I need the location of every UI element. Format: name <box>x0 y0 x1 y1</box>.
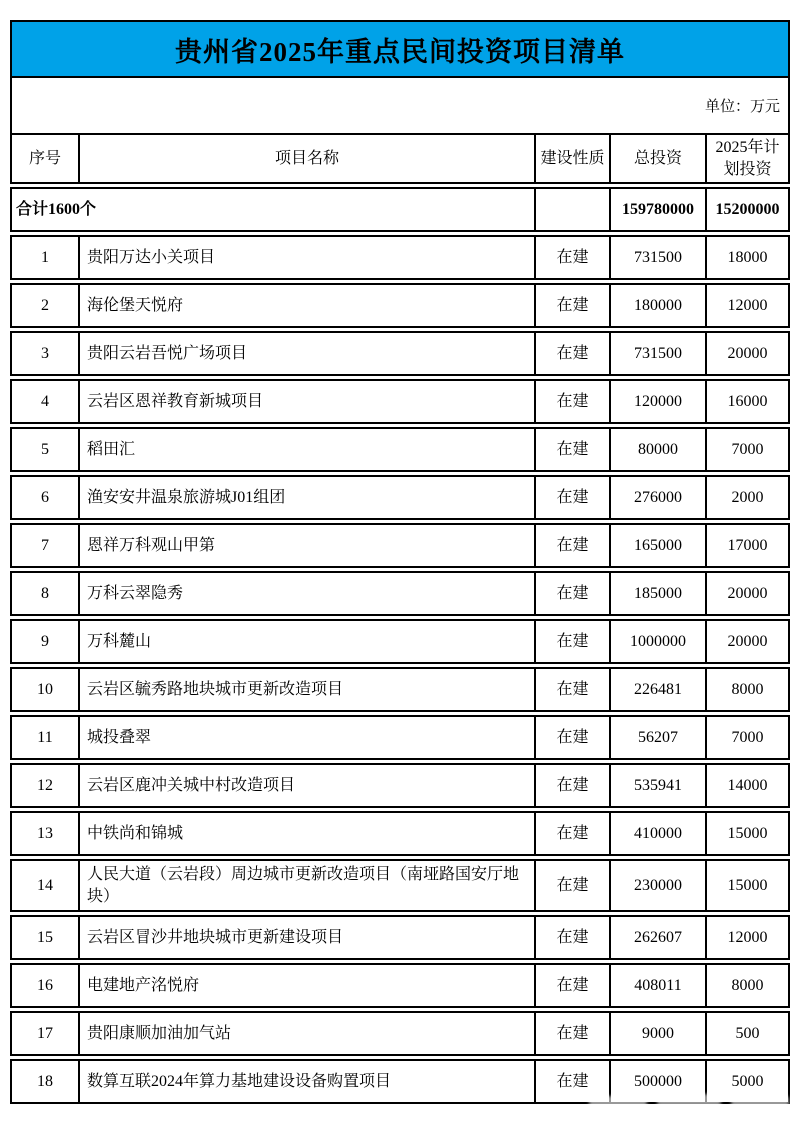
row-number-cell: 16 <box>37 977 53 995</box>
project-name-cell: 海伦堡天悦府 <box>78 285 534 326</box>
planned-2025-cell: 7000 <box>705 429 788 470</box>
summary-total: 159780000 <box>609 189 705 230</box>
planned-2025-cell: 20000 <box>705 333 788 374</box>
planned-2025-cell: 8000 <box>705 669 788 710</box>
table-row <box>10 1059 790 1104</box>
document-title-bar <box>10 20 790 78</box>
construction-nature-cell: 在建 <box>534 477 609 518</box>
row-number-cell: 17 <box>37 1025 53 1043</box>
table-row <box>10 619 790 664</box>
construction-nature-cell: 在建 <box>534 669 609 710</box>
construction-nature-cell: 在建 <box>534 621 609 662</box>
table-row <box>10 811 790 856</box>
project-name-cell: 数算互联2024年算力基地建设设备购置项目 <box>78 1061 534 1102</box>
summary-plan2025: 15200000 <box>705 189 788 230</box>
row-number-cell: 6 <box>41 488 49 506</box>
table-row <box>10 915 790 960</box>
planned-2025-cell: 5000 <box>705 1061 788 1102</box>
planned-2025-cell: 20000 <box>705 573 788 614</box>
construction-nature-cell: 在建 <box>534 381 609 422</box>
project-name-cell: 渔安安井温泉旅游城J01组团 <box>78 477 534 518</box>
project-name-cell: 万科麓山 <box>78 621 534 662</box>
table-row <box>10 331 790 376</box>
row-number-cell: 1 <box>41 248 49 266</box>
watermark-fragment <box>705 1113 767 1123</box>
total-investment-cell: 185000 <box>609 573 705 614</box>
summary-label: 合计1600个 <box>16 200 97 218</box>
project-name-cell: 云岩区冒沙井地块城市更新建设项目 <box>78 917 534 958</box>
column-header-plan2025: 2025年计划投资 <box>705 135 788 182</box>
row-number-cell: 14 <box>37 876 53 894</box>
row-number-cell: 10 <box>37 680 53 698</box>
table-row <box>10 571 790 616</box>
construction-nature-cell: 在建 <box>534 429 609 470</box>
table-row <box>10 963 790 1008</box>
total-investment-cell: 56207 <box>609 717 705 758</box>
table-row <box>10 859 790 912</box>
row-number-cell: 8 <box>41 584 49 602</box>
project-name-cell: 贵阳康顺加油加气站 <box>78 1013 534 1054</box>
row-number-cell: 3 <box>41 344 49 362</box>
project-name-cell: 城投叠翠 <box>78 717 534 758</box>
table-row <box>10 283 790 328</box>
total-investment-cell: 9000 <box>609 1013 705 1054</box>
planned-2025-cell: 14000 <box>705 765 788 806</box>
total-investment-cell: 226481 <box>609 669 705 710</box>
row-number-cell: 11 <box>37 728 53 746</box>
row-number-cell: 5 <box>41 440 49 458</box>
total-investment-cell: 120000 <box>609 381 705 422</box>
row-number-cell: 18 <box>37 1073 53 1091</box>
planned-2025-cell: 7000 <box>705 717 788 758</box>
construction-nature-cell: 在建 <box>534 285 609 326</box>
table-row <box>10 1011 790 1056</box>
project-name-cell: 人民大道（云岩段）周边城市更新改造项目（南垭路国安厅地块） <box>78 861 534 910</box>
total-investment-cell: 535941 <box>609 765 705 806</box>
total-investment-cell: 276000 <box>609 477 705 518</box>
planned-2025-cell: 18000 <box>705 237 788 278</box>
table-row <box>10 475 790 520</box>
table-body <box>10 235 790 1104</box>
total-investment-cell: 731500 <box>609 333 705 374</box>
planned-2025-cell: 20000 <box>705 621 788 662</box>
project-name-cell: 贵阳万达小关项目 <box>78 237 534 278</box>
construction-nature-cell: 在建 <box>534 1061 609 1102</box>
construction-nature-cell: 在建 <box>534 237 609 278</box>
planned-2025-cell: 16000 <box>705 381 788 422</box>
planned-2025-cell: 2000 <box>705 477 788 518</box>
construction-nature-cell: 在建 <box>534 1013 609 1054</box>
row-number-cell: 7 <box>41 536 49 554</box>
project-name-cell: 电建地产洺悦府 <box>78 965 534 1006</box>
construction-nature-cell: 在建 <box>534 573 609 614</box>
construction-nature-cell: 在建 <box>534 525 609 566</box>
project-name-cell: 云岩区毓秀路地块城市更新改造项目 <box>78 669 534 710</box>
column-header-nature: 建设性质 <box>534 135 609 182</box>
planned-2025-cell: 12000 <box>705 917 788 958</box>
watermark-fragment <box>615 1114 685 1124</box>
total-investment-cell: 262607 <box>609 917 705 958</box>
project-name-cell: 恩祥万科观山甲第 <box>78 525 534 566</box>
total-investment-cell: 80000 <box>609 429 705 470</box>
total-investment-cell: 165000 <box>609 525 705 566</box>
construction-nature-cell: 在建 <box>534 917 609 958</box>
table-row <box>10 715 790 760</box>
row-number-cell: 13 <box>37 824 53 842</box>
project-name-cell: 云岩区鹿冲关城中村改造项目 <box>78 765 534 806</box>
planned-2025-cell: 15000 <box>705 861 788 910</box>
project-name-cell: 稻田汇 <box>78 429 534 470</box>
column-header-no: 序号 <box>28 149 61 167</box>
planned-2025-cell: 17000 <box>705 525 788 566</box>
construction-nature-cell: 在建 <box>534 333 609 374</box>
planned-2025-cell: 500 <box>705 1013 788 1054</box>
summary-nature <box>534 189 609 230</box>
construction-nature-cell: 在建 <box>534 765 609 806</box>
table-row <box>10 667 790 712</box>
document-title: 贵州省2025年重点民间投资项目清单 <box>175 36 625 67</box>
table-row <box>10 379 790 424</box>
total-investment-cell: 500000 <box>609 1061 705 1102</box>
project-name-cell: 万科云翠隐秀 <box>78 573 534 614</box>
total-investment-cell: 410000 <box>609 813 705 854</box>
table-row <box>10 235 790 280</box>
construction-nature-cell: 在建 <box>534 965 609 1006</box>
table-row <box>10 763 790 808</box>
document-sheet <box>10 20 790 1104</box>
unit-note: 单位：万元 <box>704 99 780 115</box>
row-number-cell: 2 <box>41 296 49 314</box>
column-header-name: 项目名称 <box>78 135 534 182</box>
project-name-cell: 贵阳云岩吾悦广场项目 <box>78 333 534 374</box>
total-investment-cell: 180000 <box>609 285 705 326</box>
project-name-cell: 云岩区恩祥教育新城项目 <box>78 381 534 422</box>
construction-nature-cell: 在建 <box>534 813 609 854</box>
column-header-total: 总投资 <box>609 135 705 182</box>
project-name-cell: 中铁尚和锦城 <box>78 813 534 854</box>
total-investment-cell: 408011 <box>609 965 705 1006</box>
row-number-cell: 9 <box>41 632 49 650</box>
table-row <box>10 523 790 568</box>
total-investment-cell: 230000 <box>609 861 705 910</box>
total-investment-cell: 731500 <box>609 237 705 278</box>
total-investment-cell: 1000000 <box>609 621 705 662</box>
row-number-cell: 4 <box>41 392 49 410</box>
planned-2025-cell: 15000 <box>705 813 788 854</box>
construction-nature-cell: 在建 <box>534 717 609 758</box>
unit-note-band <box>10 78 790 133</box>
table-summary-row <box>10 187 790 232</box>
planned-2025-cell: 8000 <box>705 965 788 1006</box>
row-number-cell: 12 <box>37 776 53 794</box>
construction-nature-cell: 在建 <box>534 861 609 910</box>
table-row <box>10 427 790 472</box>
table-header-row <box>10 133 790 184</box>
row-number-cell: 15 <box>37 929 53 947</box>
planned-2025-cell: 12000 <box>705 285 788 326</box>
